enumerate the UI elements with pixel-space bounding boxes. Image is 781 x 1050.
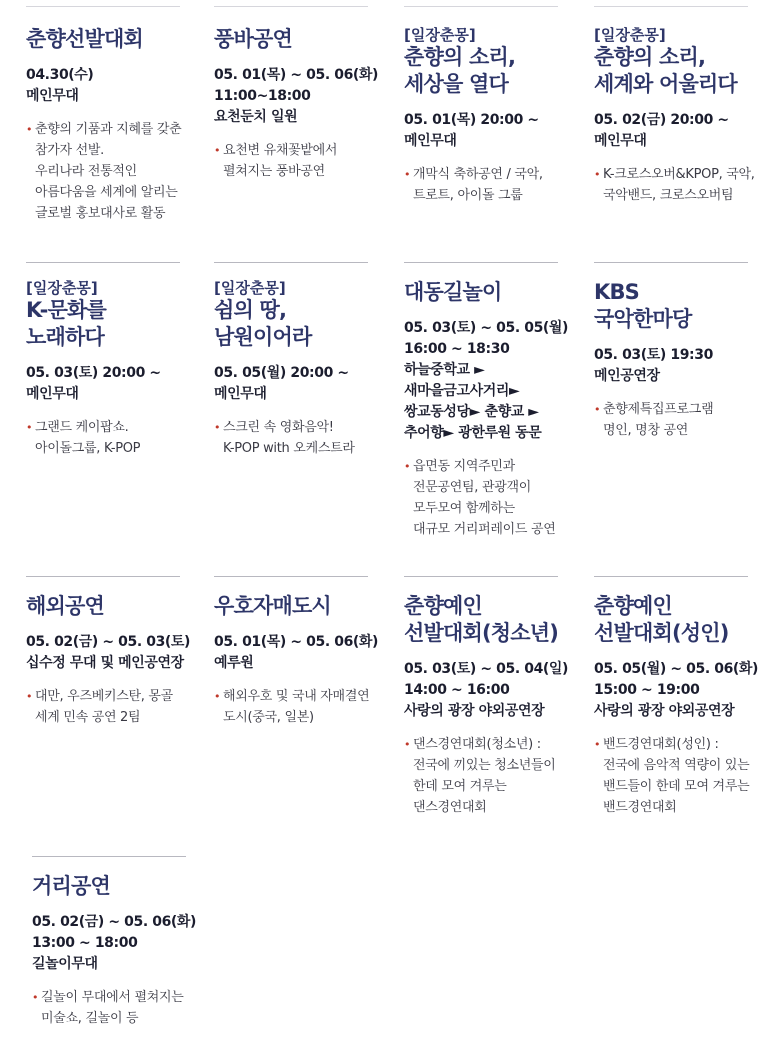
divider [214, 262, 368, 263]
event-card-4 [26, 262, 198, 459]
divider [214, 576, 368, 577]
event-info: 05. 03(토) ~ 05. 05(월) 16:00 ~ 18:30 하늘중학교 ► 새마을금고사거리► 쌍교동성당► 춘향교 ► 추어향► 광한루원 동문 [404, 320, 569, 441]
event-desc-text: 해외우호 및 국내 자매결연 도시(중국, 일본) [223, 689, 370, 725]
divider [26, 576, 180, 577]
bullet-icon: • [214, 421, 221, 434]
event-info: 05. 03(토) ~ 05. 04(일) 14:00 ~ 16:00 사랑의 광장 야외공연장 [404, 661, 569, 719]
event-desc [26, 119, 198, 224]
divider [594, 262, 748, 263]
event-desc [594, 164, 766, 206]
event-desc-text: 밴드경연대회(성인) : 전국에 음악적 역량이 있는 밴드들이 한데 모여 겨루는 밴드경연대회 [603, 737, 750, 815]
event-desc [214, 686, 386, 728]
bullet-icon: • [26, 123, 33, 136]
event-desc-text: 춘향제특집프로그램 명인, 명창 공연 [603, 402, 714, 438]
event-info: 05. 05(월) ~ 05. 06(화) 15:00 ~ 19:00 사랑의 광장 야외공연장 [594, 661, 759, 719]
event-desc [32, 987, 204, 1029]
event-title: 풍바공연 [214, 27, 292, 51]
top-divider [404, 6, 558, 7]
event-desc-text: K-크로스오버&KPOP, 국악, 국악밴드, 크로스오버팀 [603, 167, 755, 203]
event-desc [404, 734, 576, 818]
event-title: 춘향예인 선발대회(청소년) [404, 594, 558, 645]
bullet-icon: • [594, 738, 601, 751]
event-title: 쉼의 땅, 남원이어라 [214, 298, 312, 349]
event-title: 해외공연 [26, 594, 104, 618]
event-desc [594, 734, 766, 818]
event-info: 05. 02(금) ~ 05. 06(화) 13:00 ~ 18:00 길놀이무대 [32, 914, 197, 972]
bullet-icon: • [594, 403, 601, 416]
event-desc-text: 그랜드 케이팝쇼. 아이돌그룹, K-POP [35, 420, 141, 456]
event-card-9 [214, 576, 386, 728]
bullet-icon: • [594, 168, 601, 181]
divider [26, 262, 180, 263]
bullet-icon: • [214, 690, 221, 703]
event-title: 대동길놀이 [404, 280, 502, 304]
top-divider [214, 6, 368, 7]
event-desc-text: 댄스경연대회(청소년) : 전국에 끼있는 청소년들이 한데 모여 겨루는 댄스경연대회 [413, 737, 556, 815]
event-card-6 [404, 262, 576, 540]
event-desc-text: 대만, 우즈베키스탄, 몽골 세계 민속 공연 2팀 [35, 689, 173, 725]
event-card-10 [404, 576, 576, 818]
event-tag: [일장춘몽] [594, 26, 666, 44]
event-info: 05. 01(목) ~ 05. 06(화) 11:00~18:00 요천둔치 일원 [214, 67, 379, 125]
bullet-icon: • [404, 738, 411, 751]
bullet-icon: • [404, 168, 411, 181]
event-title: 춘향의 소리, 세계와 어울리다 [594, 45, 737, 96]
bullet-icon: • [26, 690, 33, 703]
event-tag: [일장춘몽] [214, 279, 286, 297]
event-card-5 [214, 262, 386, 459]
event-desc [26, 686, 198, 728]
event-info: 05. 03(토) 19:30 메인공연장 [594, 347, 713, 384]
event-info: 04.30(수) 메인무대 [26, 67, 94, 104]
divider [404, 262, 558, 263]
event-desc-text: 읍면동 지역주민과 전문공연팀, 관광객이 모두모여 함께하는 대규모 거리퍼레이드 공연 [413, 459, 556, 537]
event-info: 05. 03(토) 20:00 ~ 메인무대 [26, 365, 161, 402]
event-info: 05. 01(목) 20:00 ~ 메인무대 [404, 112, 539, 149]
top-divider [26, 6, 180, 7]
event-title: KBS 국악한마당 [594, 280, 692, 331]
event-card-2 [404, 26, 576, 206]
event-desc [404, 456, 576, 540]
bullet-icon: • [26, 421, 33, 434]
event-desc-text: 춘향의 기품과 지혜를 갖춘 참가자 선발. 우리나라 전통적인 아름다움을 세계에 알리는 글로벌 홍보대사로 활동 [35, 122, 182, 221]
bullet-icon: • [214, 144, 221, 157]
event-desc-text: 요천변 유채꽃밭에서 펼쳐지는 풍바공연 [223, 143, 338, 179]
event-info: 05. 02(금) 20:00 ~ 메인무대 [594, 112, 729, 149]
event-title: 거리공연 [32, 874, 110, 898]
event-info: 05. 01(목) ~ 05. 06(화) 예루원 [214, 634, 379, 671]
event-info: 05. 02(금) ~ 05. 03(토) 십수정 무대 및 메인공연장 [26, 634, 191, 671]
event-tag: [일장춘몽] [26, 279, 98, 297]
event-title: 춘향선발대회 [26, 27, 143, 51]
event-title: 춘향예인 선발대회(성인) [594, 594, 729, 645]
bullet-icon: • [404, 460, 411, 473]
event-desc-text: 길놀이 무대에서 펼쳐지는 미술쇼, 길놀이 등 [41, 990, 184, 1026]
event-card-3 [594, 26, 766, 206]
divider [32, 856, 186, 857]
event-title: K-문화를 노래하다 [26, 298, 107, 349]
event-desc [26, 417, 198, 459]
event-card-1 [214, 26, 386, 182]
event-title: 춘향의 소리, 세상을 열다 [404, 45, 516, 96]
event-card-8 [26, 576, 198, 728]
event-desc [214, 140, 386, 182]
event-desc [214, 417, 386, 459]
event-desc-text: 개막식 축하공연 / 국악, 트로트, 아이돌 그룹 [413, 167, 543, 203]
bullet-icon: • [32, 991, 39, 1004]
event-card-12 [32, 856, 204, 1029]
event-card-11 [594, 576, 766, 818]
event-desc [404, 164, 576, 206]
event-desc [594, 399, 766, 441]
event-title: 우호자매도시 [214, 594, 331, 618]
top-divider [594, 6, 748, 7]
event-card-0 [26, 26, 198, 224]
divider [594, 576, 748, 577]
event-card-7 [594, 262, 766, 441]
event-info: 05. 05(월) 20:00 ~ 메인무대 [214, 365, 349, 402]
divider [404, 576, 558, 577]
event-tag: [일장춘몽] [404, 26, 476, 44]
event-desc-text: 스크린 속 영화음악! K-POP with 오케스트라 [223, 420, 355, 456]
